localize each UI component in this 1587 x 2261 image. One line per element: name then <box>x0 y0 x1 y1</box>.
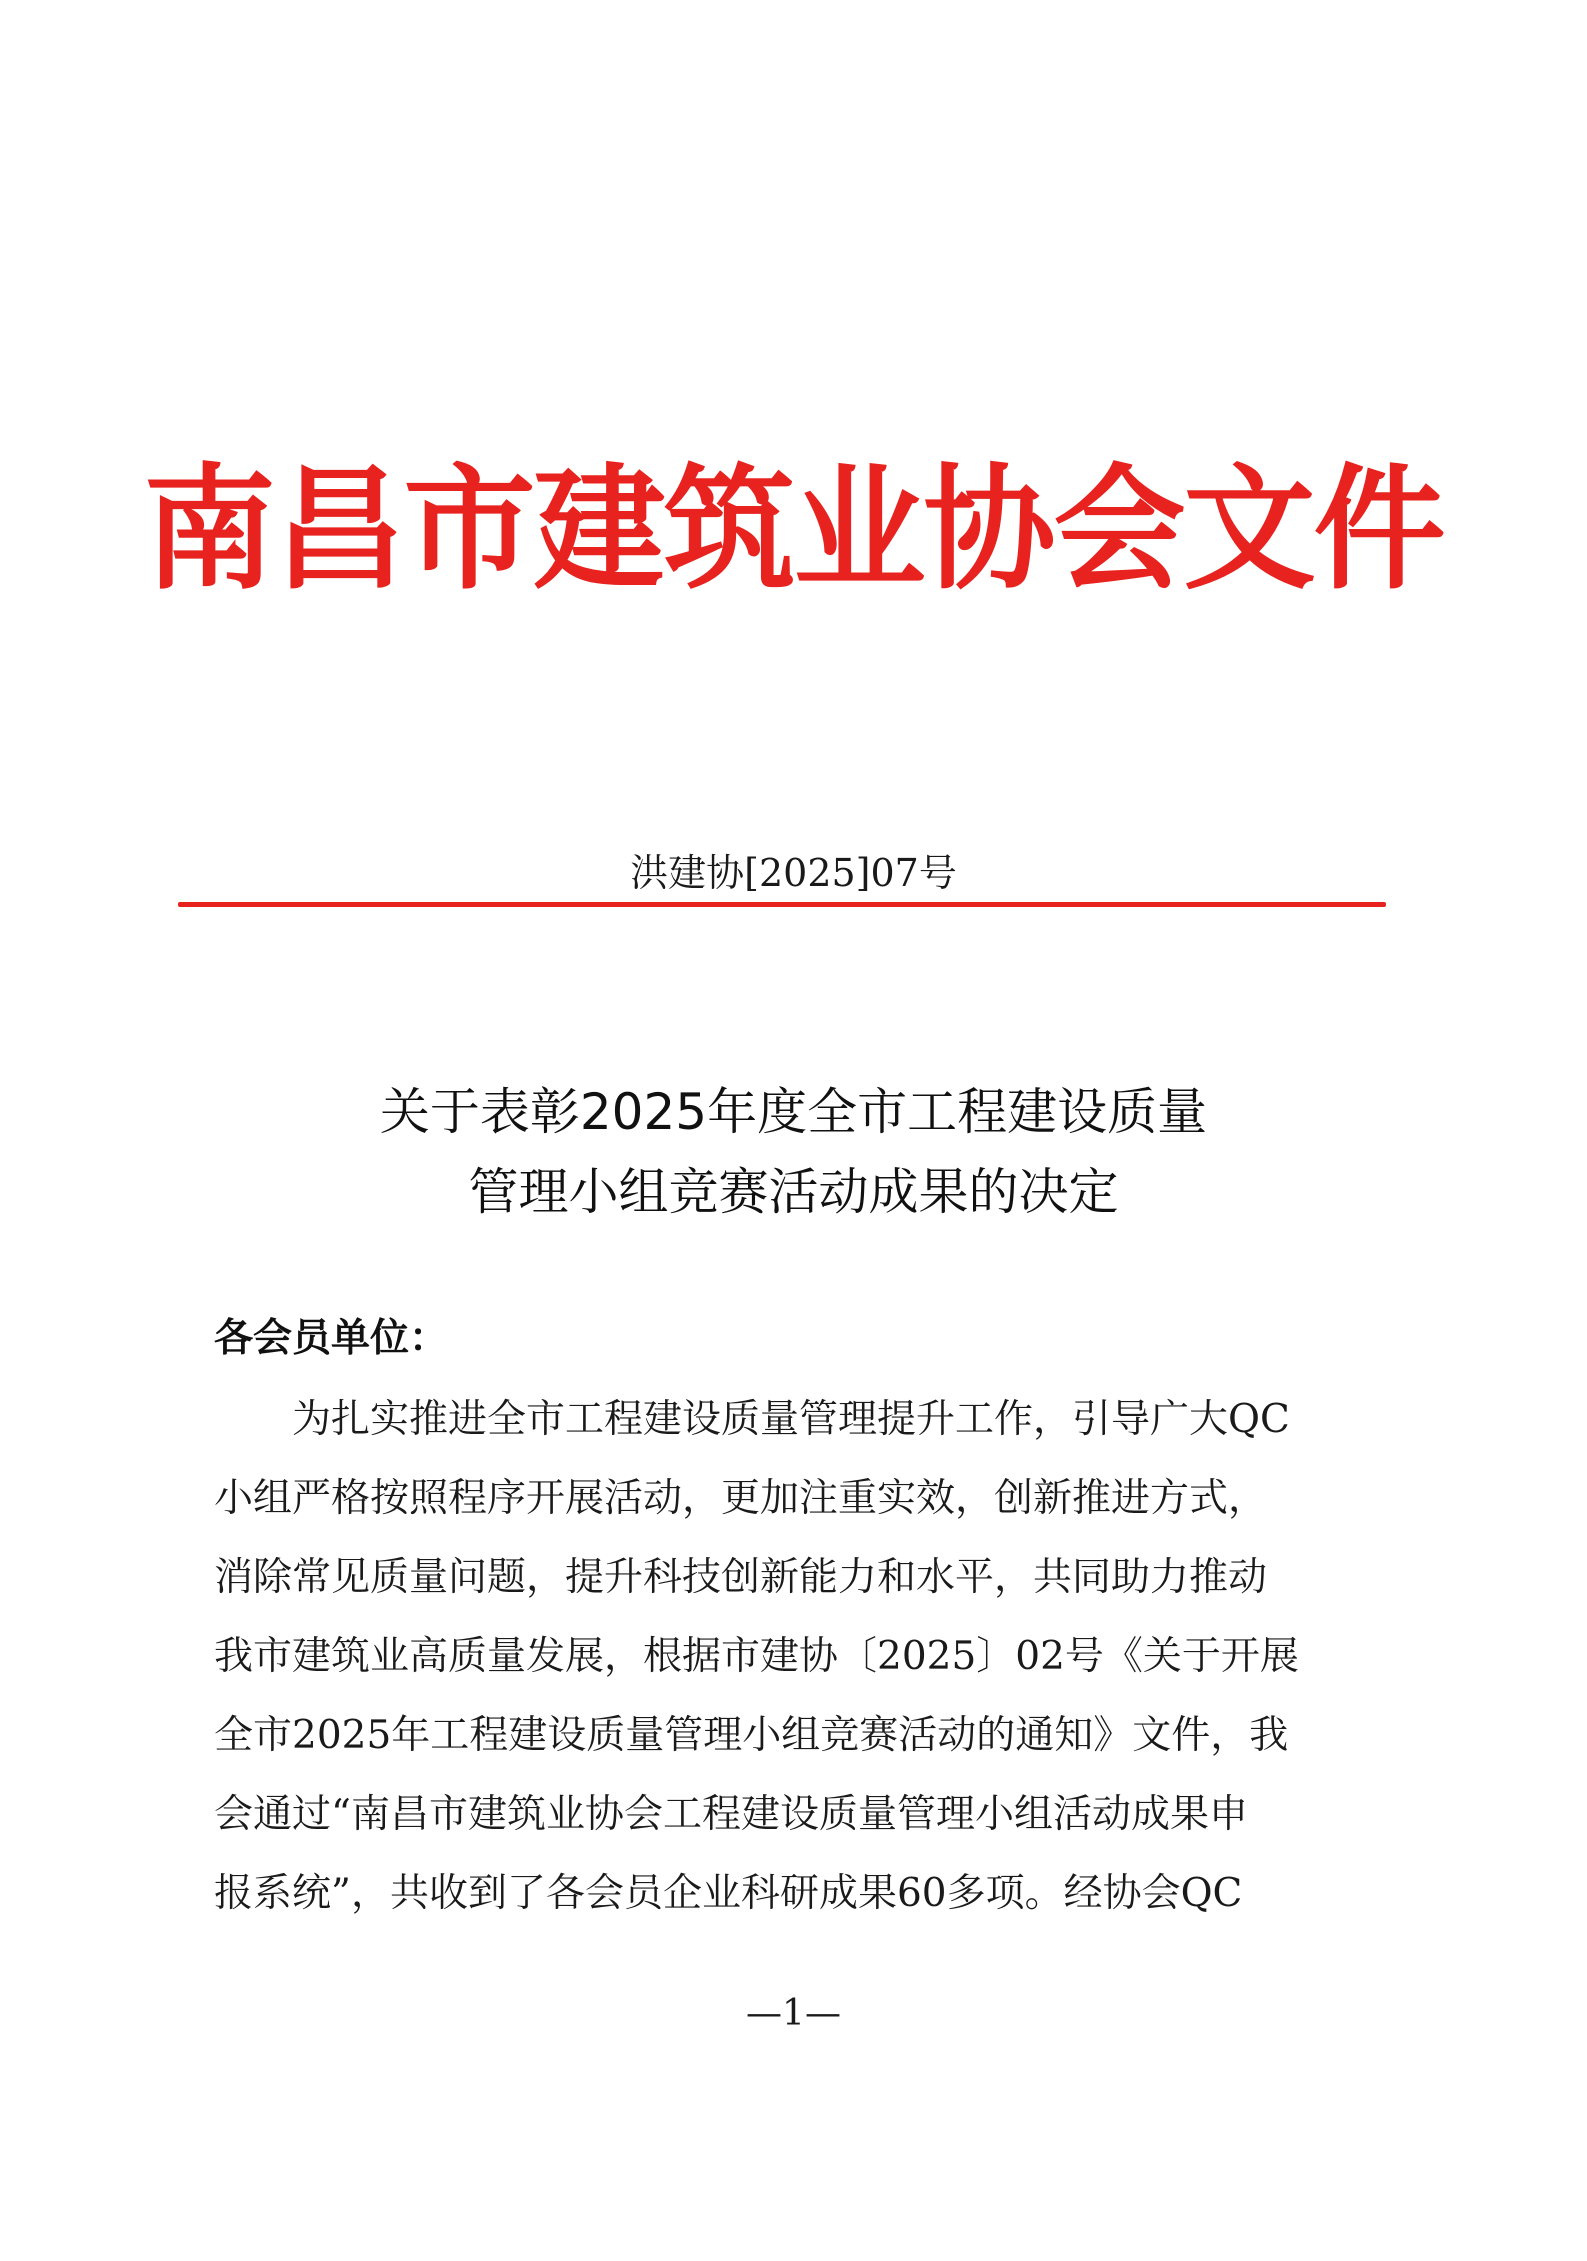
body-line: 消除常见质量问题，提升科技创新能力和水平，共同助力推动 <box>214 1555 1268 1600</box>
body-line: 我市建筑业高质量发展，根据市建协〔2025〕02号《关于开展 <box>214 1634 1299 1679</box>
body-line: 全市2025年工程建设质量管理小组竞赛活动的通知》文件，我 <box>214 1713 1289 1758</box>
body-line: 为扎实推进全市工程建设质量管理提升工作，引导广大QC <box>292 1397 1290 1442</box>
body-paragraph <box>214 1393 1339 1946</box>
document-title-line-1: 关于表彰2025年度全市工程建设质量 <box>379 1083 1208 1141</box>
page-number: —1— <box>746 1993 841 2034</box>
red-divider-line <box>178 902 1386 907</box>
document-title <box>0 1072 1587 1232</box>
masthead-title: 南昌市建筑业协会文件 <box>143 451 1444 609</box>
body-line: 会通过“南昌市建筑业协会工程建设质量管理小组活动成果申 <box>214 1792 1248 1837</box>
document-number: 洪建协[2025]07号 <box>630 851 957 895</box>
salutation: 各会员单位： <box>214 1316 449 1361</box>
body-line: 小组严格按照程序开展活动，更加注重实效，创新推进方式， <box>214 1476 1268 1521</box>
document-title-line-2: 管理小组竞赛活动成果的决定 <box>468 1163 1119 1221</box>
body-line: 报系统”，共收到了各会员企业科研成果60多项。经协会QC <box>214 1871 1243 1916</box>
